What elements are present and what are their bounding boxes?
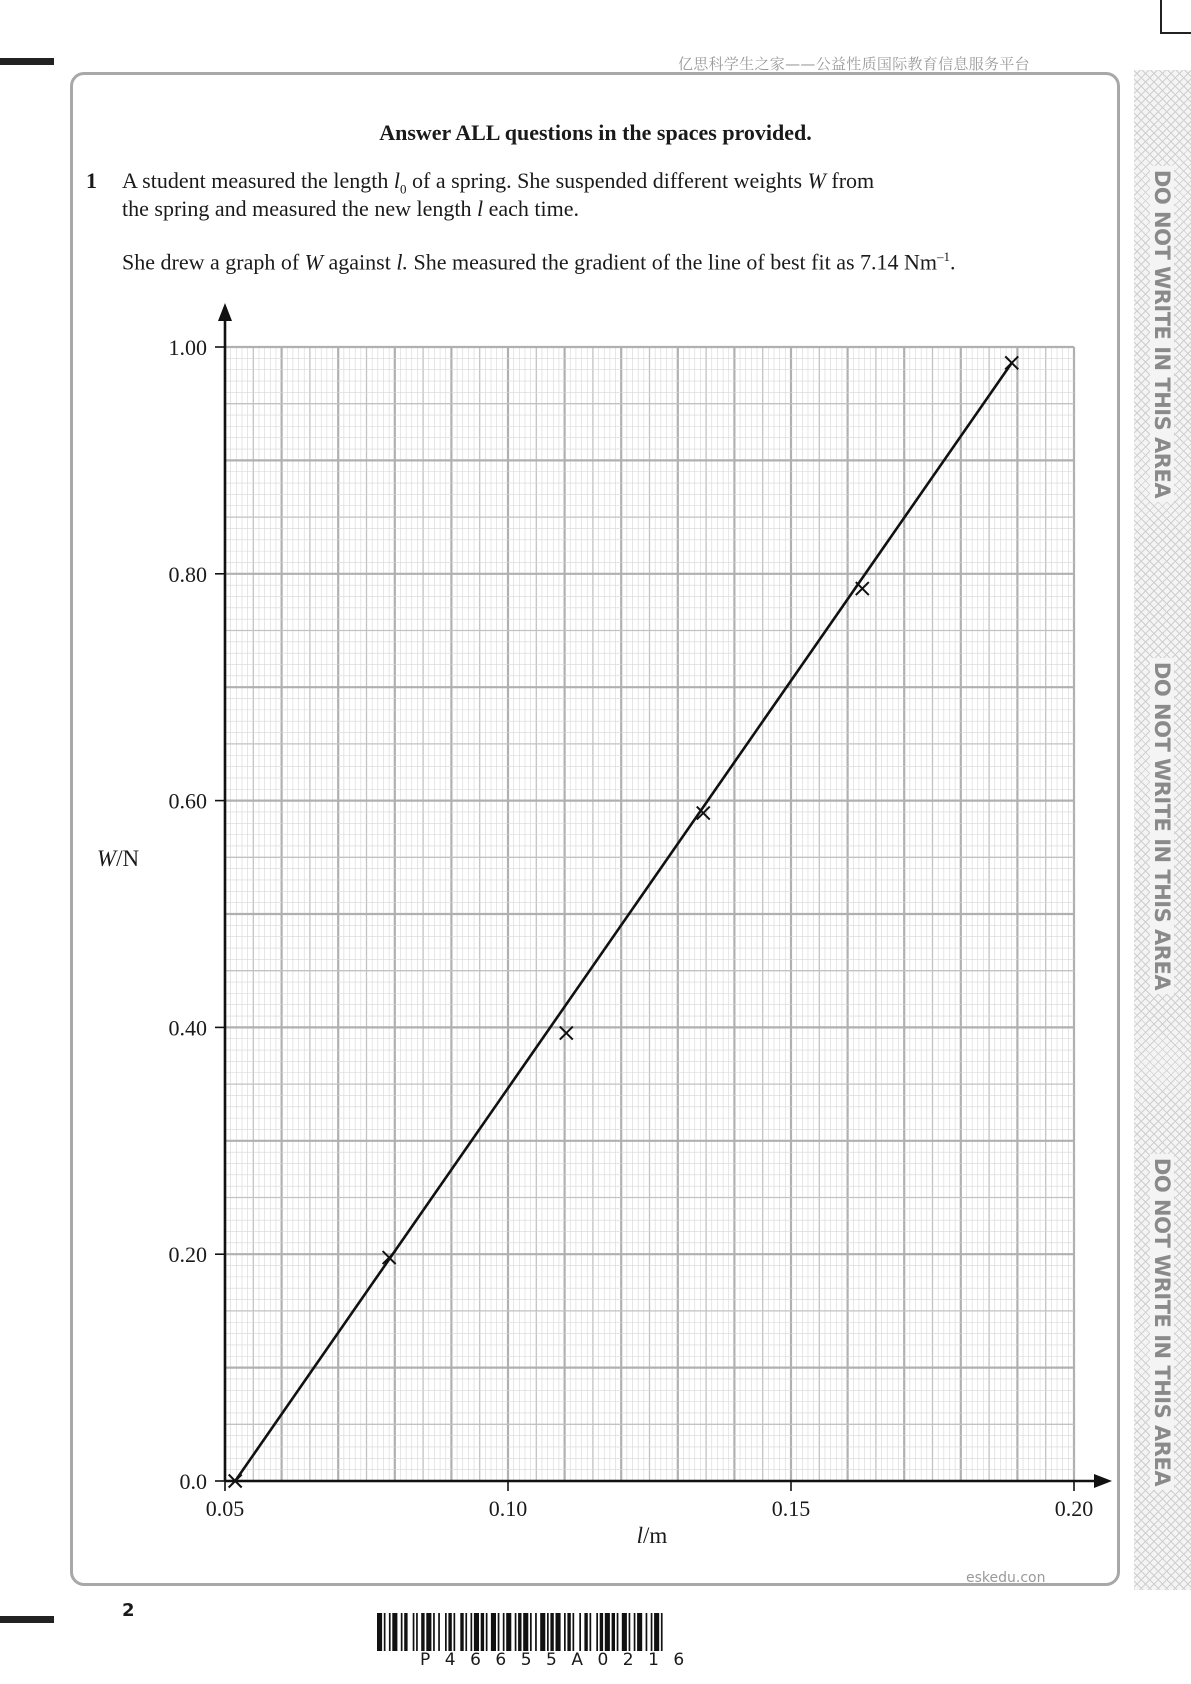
question-number: 1 [86,168,97,193]
barcode-bar [596,1613,598,1651]
barcode-bar [564,1613,566,1651]
barcode-bar [421,1613,424,1651]
barcode-bar [474,1613,479,1651]
barcode-bar [460,1613,463,1651]
y-tick-label: 0.80 [168,561,207,587]
question-line-2: the spring and measured the new length l each time. [122,196,579,221]
barcode-bar [651,1613,653,1651]
y-axis-arrowhead [218,303,232,321]
barcode-bar [654,1613,659,1651]
barcode-bar [448,1613,451,1651]
barcode-bar [590,1613,592,1651]
best-fit-line-group [235,363,1012,1481]
page-number: 2 [122,1600,135,1621]
barcode-bar [622,1613,627,1651]
x-tick-label: 0.15 [771,1496,811,1521]
x-tick-label: 0.20 [1054,1496,1094,1521]
data-point-cross [856,582,869,595]
barcode-bar [550,1613,553,1651]
barcode-bar [491,1613,496,1651]
margin-warning-2: DO NOT WRITE IN THIS AREA [1150,658,1174,994]
header-watermark: 亿思科学生之家——公益性质国际教育信息服务平台 [678,55,1030,73]
x-tick-label: 0.10 [488,1496,528,1521]
barcode-bar [535,1613,537,1651]
barcode-bar [465,1613,467,1651]
barcode-bar [584,1613,587,1651]
tick-labels [169,335,1094,1521]
barcode-bar [540,1613,545,1651]
barcode [377,1613,810,1651]
barcode-bar [605,1613,610,1651]
barcode-bar [530,1613,532,1651]
y-tick-label: 1.00 [168,335,207,360]
margin-warning-1: DO NOT WRITE IN THIS AREA [1150,166,1174,502]
barcode-bar [629,1613,631,1651]
x-axis-label: l/m [636,1523,668,1548]
y-tick-label: 0.40 [168,1015,207,1041]
barcode-bar [646,1613,648,1651]
barcode-bar [661,1613,663,1651]
barcode-bar [573,1613,575,1651]
barcode-bar [518,1613,521,1651]
barcode-bar [389,1613,391,1651]
question-line-3: She drew a graph of W against l. She measured the gradient of the line of best fit as 7.14 $Nm^{-1}$. [122,249,956,275]
barcode-bar [515,1613,517,1651]
best-fit-line [235,363,1012,1481]
footer-watermark: eskedu.con [966,1570,1046,1586]
barcode-bar [384,1613,386,1651]
barcode-bar [416,1613,418,1651]
x-tick-label: 0.05 [205,1496,245,1521]
barcode-bar [377,1613,382,1651]
barcode-bar [445,1613,447,1651]
data-point-cross [560,1027,573,1040]
x-axis-arrowhead [1094,1474,1112,1488]
barcode-bar [471,1613,473,1651]
barcode-bar [506,1613,511,1651]
y-tick-label: 0.0 [179,1469,207,1494]
barcode-bar [404,1613,407,1651]
barcode-bar [523,1613,528,1651]
barcode-bar [433,1613,435,1651]
barcode-bar [567,1613,570,1651]
barcode-bar [579,1613,581,1651]
y-tick-label: 0.60 [168,788,207,814]
barcode-bar [486,1613,488,1651]
question-line-1: A student measured the length $l_0$ of a spring. She suspended different weights W from [122,168,875,197]
y-axis-label: W/N [96,846,140,871]
barcode-number: P46655A0216 [420,1650,699,1670]
barcode-bar [637,1613,642,1651]
margin-warning-3: DO NOT WRITE IN THIS AREA [1150,1154,1174,1490]
barcode-bar [547,1613,549,1651]
barcode-bar [401,1613,403,1651]
barcode-bar [556,1613,561,1651]
y-tick-label: 0.20 [168,1242,207,1268]
barcode-bar [498,1613,500,1651]
instruction-heading: Answer ALL questions in the spaces provided. [379,120,812,145]
barcode-bar [426,1613,431,1651]
barcode-bar [481,1613,484,1651]
barcode-bar [438,1613,440,1651]
barcode-bar [503,1613,505,1651]
barcode-bar [454,1613,456,1651]
barcode-bar [612,1613,615,1651]
barcode-bar [617,1613,619,1651]
barcode-bar [634,1613,636,1651]
barcode-bar [600,1613,603,1651]
barcode-bar [392,1613,397,1651]
barcode-bar [413,1613,415,1651]
